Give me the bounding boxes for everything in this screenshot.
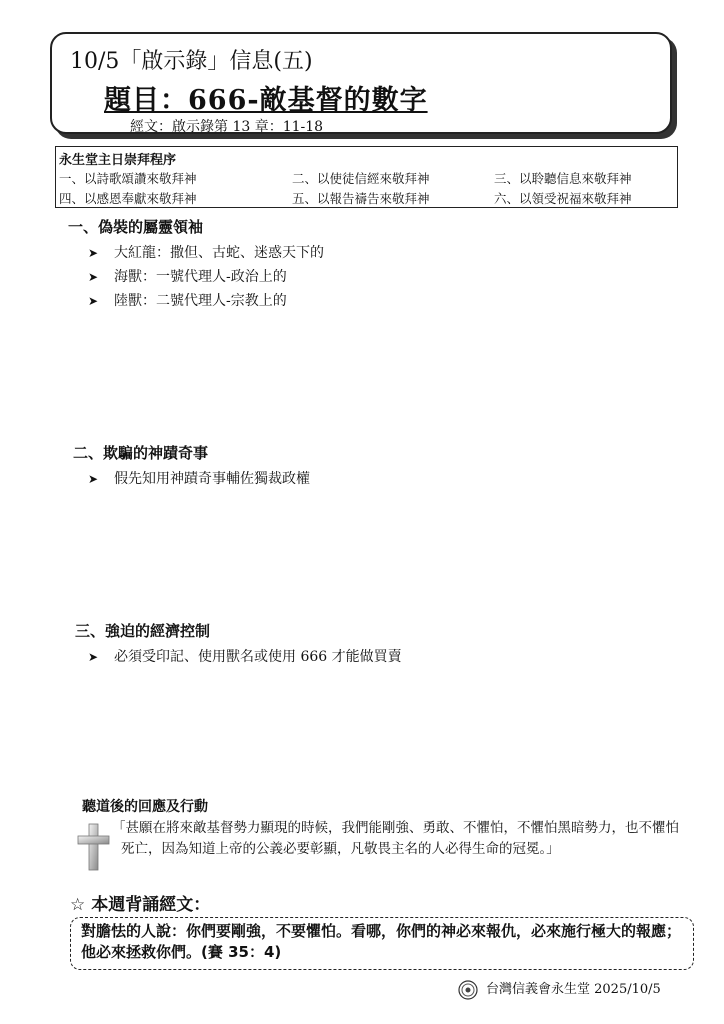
bullet-text: 大紅龍：撒但、古蛇、迷惑天下的 (114, 245, 324, 261)
section-heading-2: 二、欺騙的神蹟奇事 (73, 444, 209, 462)
program-item: 二、以使徒信經來敬拜神 (292, 171, 430, 186)
church-seal-icon (458, 980, 478, 1000)
sermon-topic: 題目：666-敵基督的數字 (104, 85, 428, 116)
program-item: 四、以感恩奉獻來敬拜神 (59, 191, 197, 206)
section-heading-1: 一、偽裝的屬靈領袖 (68, 218, 204, 236)
arrow-bullet-icon: ➤ (88, 270, 99, 284)
memory-verse-heading (70, 890, 210, 915)
footer-text: 台灣信義會永生堂 2025/10/5 (486, 982, 661, 997)
bullet-item (88, 468, 310, 488)
scripture-reference: 經文：啟示錄第 13 章：11-18 (130, 119, 324, 135)
memory-verse-heading-text: 本週背誦經文： (91, 895, 211, 915)
bullet-item (88, 290, 287, 310)
bullet-item (88, 242, 324, 262)
program-item: 三、以聆聽信息來敬拜神 (494, 171, 632, 186)
section-heading-3: 三、強迫的經濟控制 (75, 622, 211, 640)
cross-icon (76, 822, 110, 872)
arrow-bullet-icon: ➤ (88, 294, 99, 308)
bullet-text: 海獸：一號代理人-政治上的 (114, 269, 287, 285)
bullet-text: 假先知用神蹟奇事輔佐獨裁政權 (114, 471, 310, 487)
bullet-text: 必須受印記、使用獸名或使用 666 才能做買賣 (114, 649, 402, 665)
title-box (50, 32, 672, 134)
response-heading: 聽道後的回應及行動 (82, 799, 208, 815)
footer (458, 978, 661, 1000)
arrow-bullet-icon: ➤ (88, 246, 99, 260)
star-icon: ☆ (70, 895, 86, 915)
response-text: 「甚願在將來敵基督勢力顯現的時候，我們能剛強、勇敢、不懼怕，不懼怕黑暗勢力，也不懼怕死亡，因為知道上帝的公義必要彰顯，凡敬畏主名的人必得生命的冠冕。」 (112, 820, 679, 857)
program-item: 六、以領受祝福來敬拜神 (494, 191, 632, 206)
bullet-item (88, 266, 287, 286)
worship-program-title: 永生堂主日崇拜程序 (59, 153, 177, 168)
memory-verse-box: 對膽怯的人說：你們要剛強，不要懼怕。看哪，你們的神必來報仇，必來施行極大的報應；他必來拯救你們。(賽 35：4) (70, 917, 694, 970)
program-item: 五、以報告禱告來敬拜神 (292, 191, 430, 206)
bullet-item (88, 646, 402, 666)
program-item: 一、以詩歌頌讚來敬拜神 (59, 171, 197, 186)
bullet-text: 陸獸：二號代理人-宗教上的 (114, 293, 287, 309)
worship-program-box (55, 146, 678, 208)
arrow-bullet-icon: ➤ (88, 650, 99, 664)
arrow-bullet-icon: ➤ (88, 472, 99, 486)
sermon-date-title: 10/5「啟示錄」信息(五) (70, 49, 313, 74)
